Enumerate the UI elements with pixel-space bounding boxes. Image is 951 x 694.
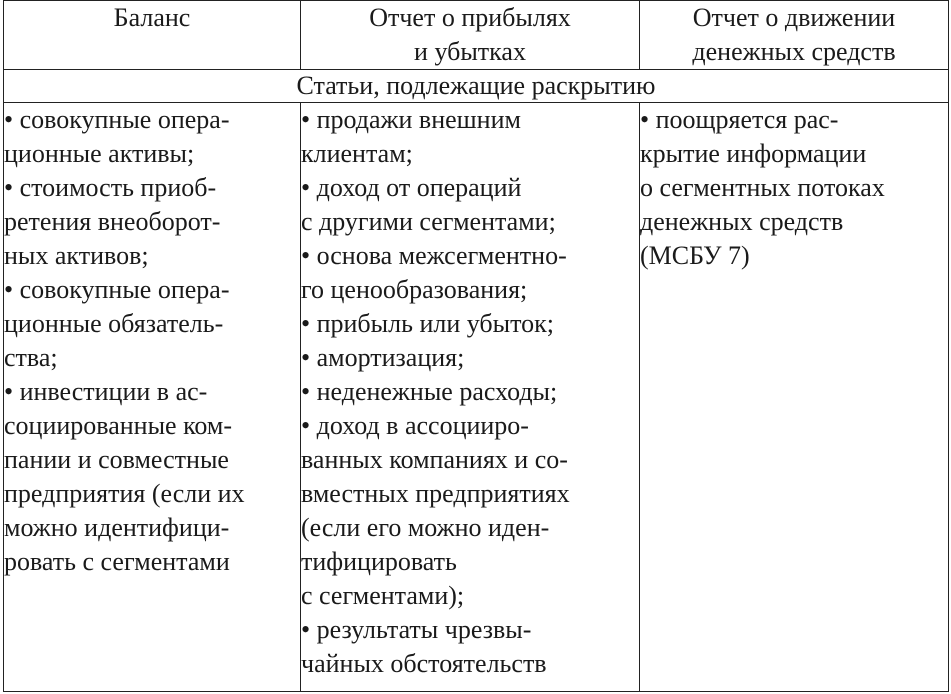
- list-item: [4, 103, 300, 171]
- header-row: [4, 1, 949, 70]
- item-line: можно идентифици-: [4, 513, 230, 542]
- disclosure-items-heading: Статьи, подлежащие раскрытию: [4, 70, 949, 103]
- header-cash-flow: [640, 1, 949, 70]
- header-profit-loss-line: Отчет о прибылях: [369, 3, 571, 32]
- header-balance-label: Баланс: [113, 3, 191, 32]
- item-line: • поощряется рас-: [640, 105, 839, 134]
- list-item: [640, 103, 948, 273]
- item-line: социированные ком-: [4, 411, 233, 440]
- item-line: ства;: [4, 343, 58, 372]
- item-line: • инвестиции в ас-: [4, 377, 208, 406]
- item-line: предприятия (если их: [4, 479, 245, 508]
- item-line: ретения внеоборот-: [4, 207, 221, 236]
- list-item: [301, 171, 639, 239]
- item-line: чайных обстоятельств: [301, 649, 547, 678]
- item-line: ционные обязатель-: [4, 309, 224, 338]
- list-item: [301, 341, 639, 375]
- header-profit-loss-line: и убытках: [414, 37, 526, 66]
- item-line: • неденежные расходы;: [301, 377, 558, 406]
- item-line: • совокупные опера-: [4, 105, 230, 134]
- list-item: [301, 375, 639, 409]
- list-item: [4, 171, 300, 273]
- list-item: [301, 239, 639, 307]
- item-line: • прибыль или убыток;: [301, 309, 554, 338]
- item-line: тифицировать: [301, 547, 457, 576]
- list-item: [301, 613, 639, 681]
- item-line: с сегментами);: [301, 581, 465, 610]
- item-line: (если его можно иден-: [301, 513, 550, 542]
- item-line: го ценообразования;: [301, 275, 528, 304]
- list-item: [4, 375, 300, 579]
- item-line: пании и совместные: [4, 445, 229, 474]
- item-line: вместных предприятиях: [301, 479, 570, 508]
- profit-loss-column: [301, 103, 640, 692]
- item-line: ровать с сегментами: [4, 547, 230, 576]
- item-line: (МСБУ 7): [640, 241, 750, 270]
- header-cash-flow-line: Отчет о движении: [692, 3, 896, 32]
- item-line: • совокупные опера-: [4, 275, 230, 304]
- item-line: ционные активы;: [4, 139, 195, 168]
- item-line: ванных компаниях и со-: [301, 445, 568, 474]
- item-line: с другими сегментами;: [301, 207, 556, 236]
- item-line: • продажи внешним: [301, 105, 521, 134]
- item-line: • основа межсегментно-: [301, 241, 567, 270]
- segment-disclosure-table: [3, 0, 949, 692]
- item-line: • результаты чрезвы-: [301, 615, 532, 644]
- item-line: ных активов;: [4, 241, 149, 270]
- item-line: • доход от операций: [301, 173, 522, 202]
- header-balance: [4, 1, 301, 70]
- item-line: клиентам;: [301, 139, 413, 168]
- item-line: • доход в ассоцииро-: [301, 411, 529, 440]
- header-profit-loss: [301, 1, 640, 70]
- list-item: [301, 307, 639, 341]
- content-row: [4, 103, 949, 692]
- balance-column: [4, 103, 301, 692]
- list-item: [301, 103, 639, 171]
- list-item: [301, 409, 639, 613]
- span-row: [4, 70, 949, 103]
- item-line: о сегментных потоках: [640, 173, 885, 202]
- list-item: [4, 273, 300, 375]
- cash-flow-column: [640, 103, 949, 692]
- item-line: денежных средств: [640, 207, 844, 236]
- header-cash-flow-line: денежных средств: [692, 37, 896, 66]
- item-line: • стоимость приоб-: [4, 173, 217, 202]
- item-line: крытие информации: [640, 139, 867, 168]
- item-line: • амортизация;: [301, 343, 465, 372]
